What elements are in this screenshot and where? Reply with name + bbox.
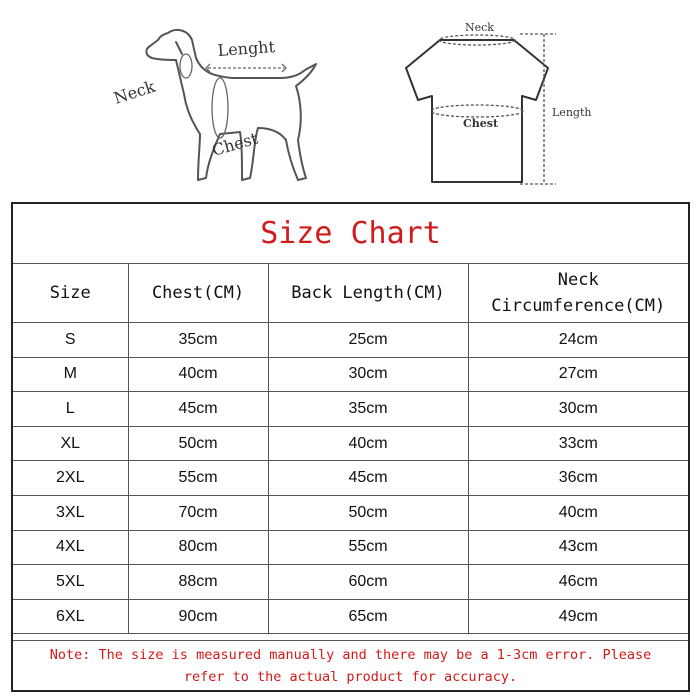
- header-neck-circumference: [468, 264, 688, 323]
- cell-size: 6XL: [13, 599, 128, 634]
- cell-back-length: 50cm: [268, 495, 468, 530]
- cell-size: 2XL: [13, 461, 128, 496]
- cell-size: M: [13, 357, 128, 392]
- cell-chest: 50cm: [128, 426, 268, 461]
- shirt-length-label: Length: [552, 106, 592, 119]
- cell-size: 4XL: [13, 530, 128, 565]
- cell-chest: 80cm: [128, 530, 268, 565]
- dog-length-label: Lenght: [216, 37, 276, 60]
- diagram-canvas: [0, 0, 700, 200]
- cell-back-length: 60cm: [268, 565, 468, 600]
- cell-size: XL: [13, 426, 128, 461]
- cell-back-length: 65cm: [268, 599, 468, 634]
- cell-size: L: [13, 392, 128, 427]
- cell-back-length: 30cm: [268, 357, 468, 392]
- shirt-neck-label: Neck: [465, 21, 494, 34]
- shirt-outline-icon: [406, 40, 548, 182]
- cell-size: 3XL: [13, 495, 128, 530]
- cell-neck: 46cm: [468, 565, 688, 600]
- cell-back-length: 55cm: [268, 530, 468, 565]
- table-row: [13, 357, 688, 392]
- cell-neck: 43cm: [468, 530, 688, 565]
- size-table: [13, 264, 688, 634]
- cell-chest: 90cm: [128, 599, 268, 634]
- cell-chest: 70cm: [128, 495, 268, 530]
- cell-chest: 55cm: [128, 461, 268, 496]
- cell-chest: 88cm: [128, 565, 268, 600]
- cell-neck: 49cm: [468, 599, 688, 634]
- cell-size: S: [13, 323, 128, 358]
- cell-neck: 36cm: [468, 461, 688, 496]
- header-back-length: Back Length(CM): [268, 264, 468, 323]
- header-neck-line2: Circumference(CM): [491, 296, 666, 316]
- cell-size: 5XL: [13, 565, 128, 600]
- cell-neck: 27cm: [468, 357, 688, 392]
- size-chart: [11, 202, 690, 692]
- table-row: [13, 565, 688, 600]
- table-row: [13, 530, 688, 565]
- cell-neck: 33cm: [468, 426, 688, 461]
- cell-chest: 40cm: [128, 357, 268, 392]
- table-row: [13, 392, 688, 427]
- measurement-diagrams: [0, 0, 700, 200]
- dog-neck-label: Neck: [111, 76, 158, 108]
- dog-chest-label: Chest: [209, 128, 260, 160]
- cell-neck: 40cm: [468, 495, 688, 530]
- shirt-measure-lines: [431, 34, 556, 184]
- cell-neck: 24cm: [468, 323, 688, 358]
- header-chest: Chest(CM): [128, 264, 268, 323]
- cell-chest: 45cm: [128, 392, 268, 427]
- chart-title: Size Chart: [13, 204, 688, 264]
- table-row: [13, 599, 688, 634]
- cell-neck: 30cm: [468, 392, 688, 427]
- cell-back-length: 25cm: [268, 323, 468, 358]
- table-row: [13, 495, 688, 530]
- header-neck-line1: Neck: [557, 270, 599, 290]
- cell-chest: 35cm: [128, 323, 268, 358]
- cell-back-length: 35cm: [268, 392, 468, 427]
- header-size: Size: [13, 264, 128, 323]
- cell-back-length: 45cm: [268, 461, 468, 496]
- shirt-chest-label: Chest: [463, 117, 499, 130]
- cell-back-length: 40cm: [268, 426, 468, 461]
- table-row: [13, 461, 688, 496]
- accuracy-note: Note: The size is measured manually and there may be a 1-3cm error. Please refer to the actual product for accuracy.: [13, 640, 688, 690]
- table-row: [13, 323, 688, 358]
- table-row: [13, 426, 688, 461]
- table-header-row: [13, 264, 688, 323]
